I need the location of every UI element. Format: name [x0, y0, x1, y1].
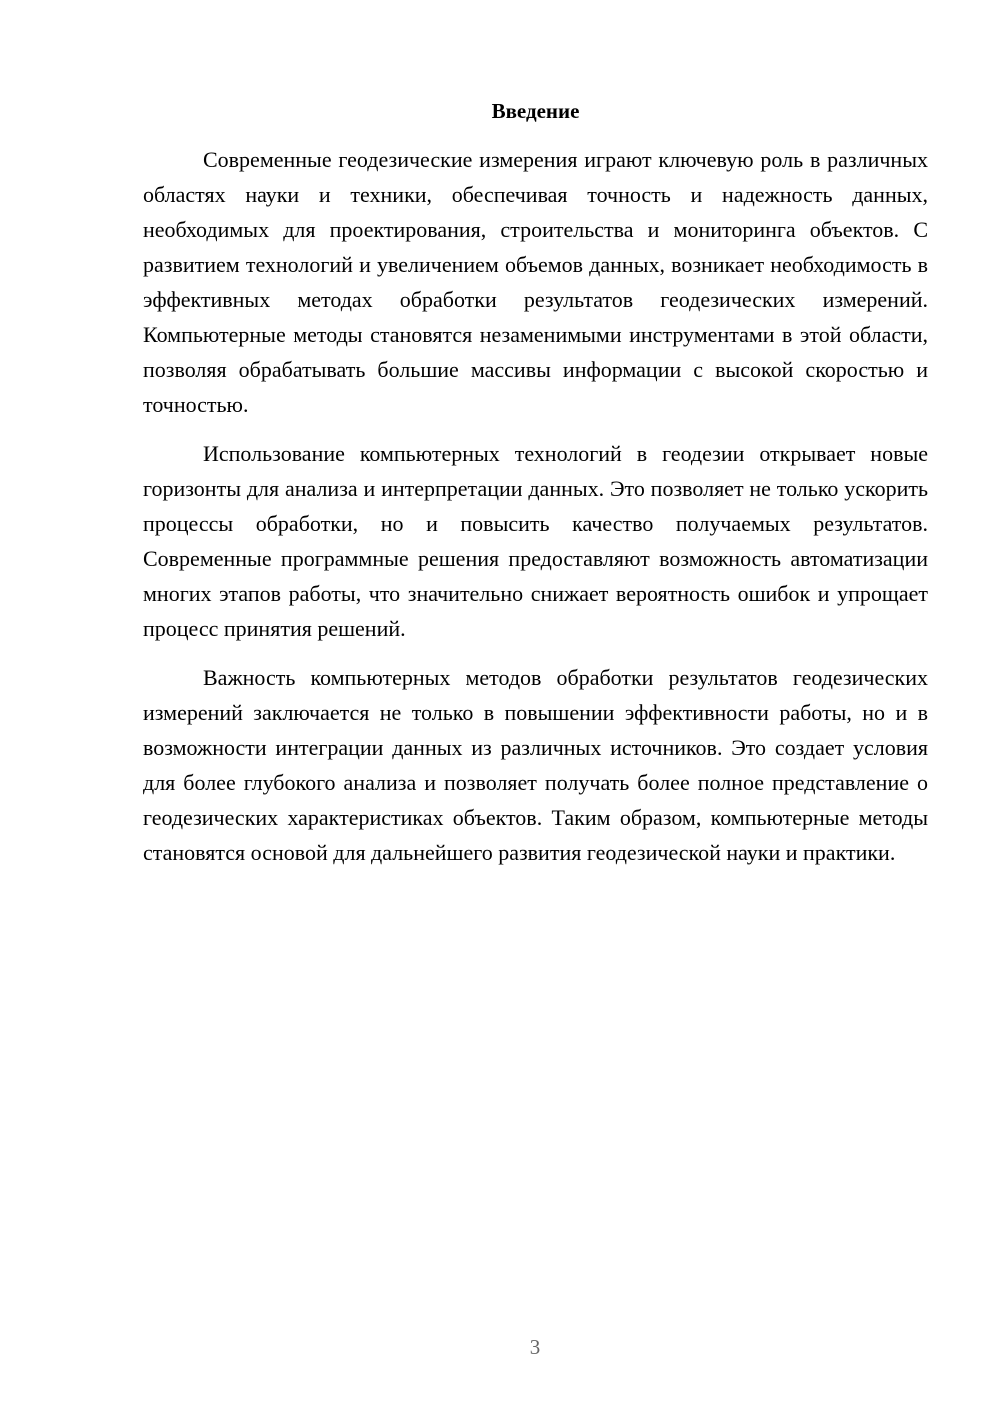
paragraph-2: Использование компьютерных технологий в геодезии открывает новые горизонты для анализа и интерпретации данных. Это позволяет не только ускорить процессы обработки, но и повысить качество получаемых результатов. Современные программные решения предоставляют возможность автоматизации многих этапов работы, что значительно снижает вероятность ошибок и упрощает процесс принятия решений.	[143, 441, 928, 641]
document-body	[143, 142, 928, 884]
page-number: 3	[529, 1335, 541, 1359]
paragraph-3: Важность компьютерных методов обработки результатов геодезических измерений заключается не только в повышении эффективности работы, но и в возможности интеграции данных из различных источников. Это создает условия для более глубокого анализа и позволяет получать более полное представление о геодезических характеристиках объектов. Таким образом, компьютерные методы становятся основой для дальнейшего развития геодезической науки и практики.	[143, 665, 928, 865]
section-title: Введение	[491, 99, 580, 123]
paragraph-1: Современные геодезические измерения играют ключевую роль в различных областях науки и техники, обеспечивая точность и надежность данных, необходимых для проектирования, строительства и мониторинга объектов. С развитием технологий и увеличением объемов данных, возникает необходимость в эффективных методах обработки результатов геодезических измерений. Компьютерные методы становятся незаменимыми инструментами в этой области, позволяя обрабатывать большие массивы информации с высокой скоростью и точностью.	[143, 147, 928, 417]
